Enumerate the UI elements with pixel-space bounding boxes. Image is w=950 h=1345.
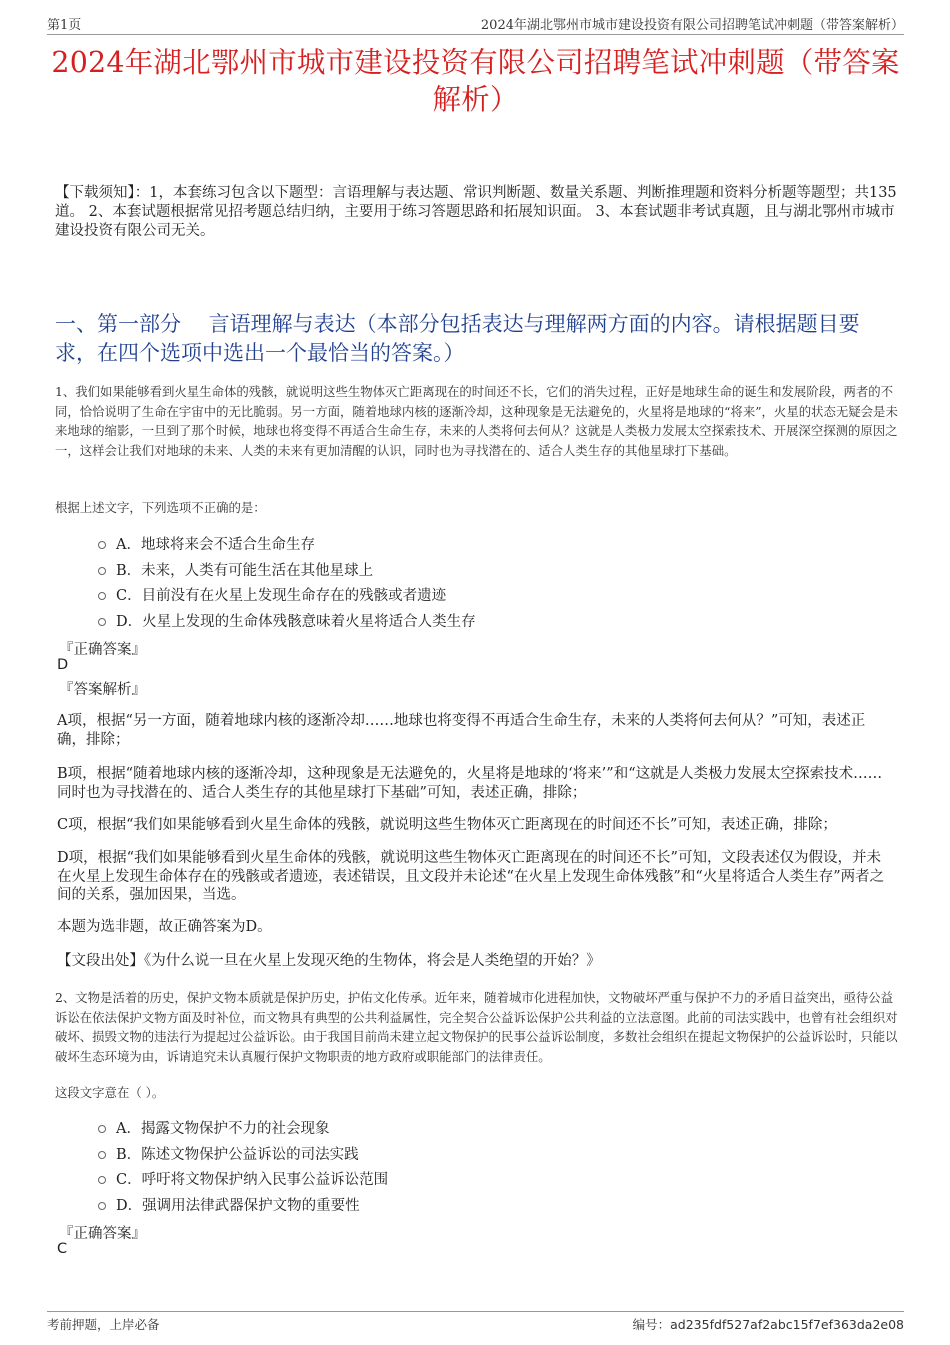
correct-answer-value: C (57, 1241, 68, 1257)
footer-code-value: ad235fdf527af2abc15f7ef363da2e08 (670, 1317, 904, 1332)
header-doc-title: 2024年湖北鄂州市城市建设投资有限公司招聘笔试冲刺题（带答案解析） (480, 18, 904, 33)
page-title: 2024年湖北鄂州市城市建设投资有限公司招聘笔试冲刺题（带答案解析） (51, 46, 900, 116)
radio-icon[interactable] (98, 592, 106, 600)
analysis-item-b: B项，根据“随着地球内核的逐渐冷却，这种现象是无法避免的，火星将是地球的‘将来’”和“这就是人类极力发展太空探索技术……同时也为寻找潜在的、适合人类生存的其他星球打下基础”可知，表述正确，排除； (57, 766, 883, 801)
radio-icon[interactable] (98, 1176, 106, 1184)
option-label: D．强调用法律武器保护文物的重要性 (116, 1198, 360, 1214)
analysis-label: 『答案解析』 (59, 682, 146, 698)
analysis-item-a: A项，根据“另一方面，随着地球内核的逐渐冷却……地球也将变得不再适合生命生存，未来的人类将何去何从？”可知，表述正确，排除； (57, 713, 866, 748)
section-heading: 一、第一部分 言语理解与表达（本部分包括表达与理解两方面的内容。请根据题目要求，在四个选项中选出一个最恰当的答案。） (55, 312, 860, 365)
question-1-text: 1、我们如果能够看到火星生命体的残骸，就说明这些生物体灭亡距离现在的时间还不长，它们的消失过程，正好是地球生命的诞生和发展阶段，两者的不同，恰恰说明了生命在宇宙中的无比脆弱。另一方面，随着地球内核的逐渐冷却，这种现象是无法避免的，火星将是地球的“将来”，火星的状态无疑会是未来地球的缩影，一旦到了那个时候，地球也将变得不再适合生命生存，未来的人类将何去何从？这就是人类极力发展太空探索技术、开展深空探测的原因之一，这样会让我们对地球的未来、人类的未来有更加清醒的认识，同时也为寻找潜在的、适合人类生存的其他星球打下基础。 (55, 384, 898, 458)
question-2-option-d[interactable] (98, 1194, 360, 1215)
analysis-conclusion: 本题为选非题，故正确答案为D。 (57, 919, 272, 935)
option-label: A．地球将来会不适合生命生存 (116, 537, 315, 553)
question-1-option-c[interactable] (98, 584, 446, 605)
radio-icon[interactable] (98, 541, 106, 549)
question-2-text: 2、文物是活着的历史，保护文物本质就是保护历史，护佑文化传承。近年来，随着城市化进程加快，文物破坏严重与保护不力的矛盾日益突出，亟待公益诉讼在依法保护文物方面及时补位，而文物具有典型的公共利益属性，完全契合公益诉讼保护公共利益的立法意图。此前的司法实践中，也曾有社会组织对破坏、损毁文物的违法行为提起过公益诉讼。由于我国目前尚未建立起文物保护的民事公益诉讼制度，多数社会组织在提起文物保护的公益诉讼时，只能以破坏生态环境为由，诉请追究未认真履行保护文物职责的地方政府或职能部门的法律责任。 (55, 990, 898, 1064)
question-2-option-a[interactable] (98, 1117, 329, 1138)
footer-code (633, 1315, 904, 1333)
correct-answer-label: 『正确答案』 (59, 1226, 146, 1242)
option-label: C．呼吁将文物保护纳入民事公益诉讼范围 (116, 1172, 389, 1188)
page-number: 第1页 (47, 18, 82, 33)
correct-answer-value: D (57, 657, 69, 673)
analysis-item-d: D项，根据“我们如果能够看到火星生命体的残骸，就说明这些生物体灭亡距离现在的时间还不长”可知，文段表述仅为假设，并未在火星上发现生命体存在的残骸或者遗迹，表述错误，且文段并未论述“在火星上发现生命体残骸”和“火星将适合人类生存”两者之间的关系，强加因果，当选。 (57, 850, 885, 903)
question-1-option-a[interactable] (98, 533, 315, 554)
radio-icon[interactable] (98, 1202, 106, 1210)
radio-icon[interactable] (98, 1125, 106, 1133)
question-2-option-c[interactable] (98, 1168, 388, 1189)
option-label: D．火星上发现的生命体残骸意味着火星将适合人类生存 (116, 614, 476, 630)
question-2-option-b[interactable] (98, 1143, 359, 1164)
question-1-prompt: 根据上述文字，下列选项不正确的是： (55, 500, 266, 515)
footer-slogan: 考前押题，上岸必备 (47, 1317, 160, 1332)
question-1-option-b[interactable] (98, 559, 373, 580)
radio-icon[interactable] (98, 618, 106, 626)
question-1-option-d[interactable] (98, 610, 476, 631)
radio-icon[interactable] (98, 1151, 106, 1159)
option-label: B．未来，人类有可能生活在其他星球上 (116, 563, 374, 579)
footer-code-label: 编号： (632, 1317, 671, 1332)
option-label: B．陈述文物保护公益诉讼的司法实践 (116, 1147, 359, 1163)
source-citation: 【文段出处】《为什么说一旦在火星上发现灭绝的生物体，将会是人类绝望的开始？》 (57, 953, 601, 969)
header-divider (47, 34, 904, 35)
option-label: A．揭露文物保护不力的社会现象 (116, 1121, 330, 1137)
analysis-item-c: C项，根据“我们如果能够看到火星生命体的残骸，就说明这些生物体灭亡距离现在的时间还不长”可知，表述正确，排除； (57, 817, 837, 833)
download-notice: 【下载须知】：1，本套练习包含以下题型：言语理解与表达题、常识判断题、数量关系题、判断推理题和资料分析题等题型；共135道。 2、本套试题根据常见招考题总结归纳，主要用于练习答题思路和拓展知识面。 3、本套试题非考试真题，且与湖北鄂州市城市建设投资有限公司无关。 (55, 185, 897, 239)
question-2-prompt: 这段文字意在（ ）。 (55, 1085, 165, 1100)
radio-icon[interactable] (98, 567, 106, 575)
footer-divider (47, 1311, 904, 1312)
correct-answer-label: 『正确答案』 (59, 642, 146, 658)
option-label: C．目前没有在火星上发现生命存在的残骸或者遗迹 (116, 588, 447, 604)
